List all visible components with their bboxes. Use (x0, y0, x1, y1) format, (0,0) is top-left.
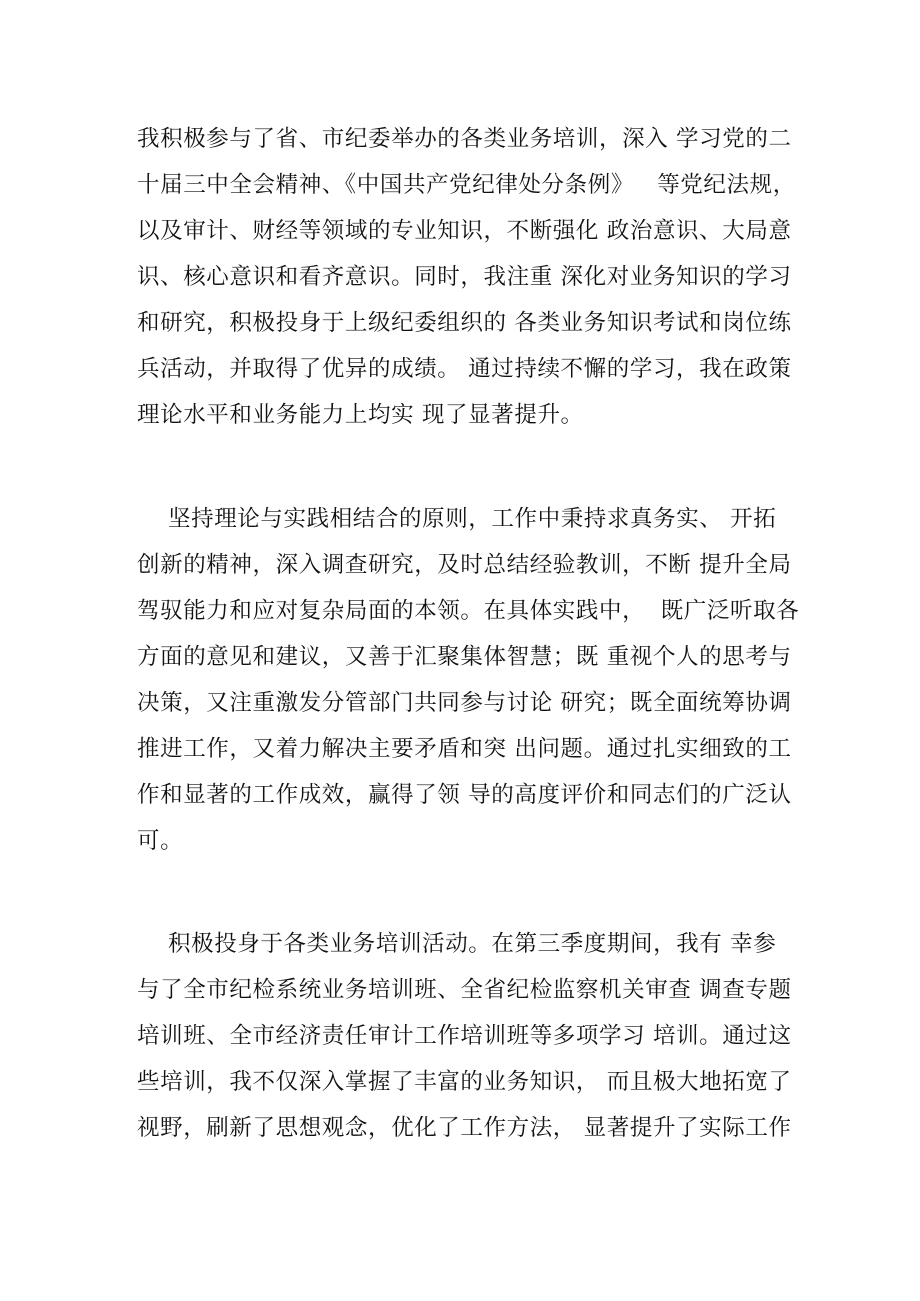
text-line: 作和显著的工作成效，赢得了领 导的高度评价和同志们的广泛认 (137, 782, 792, 808)
text-line: 驾驭能力和应对复杂局面的本领。在具体实践中， 既广泛听取各 (137, 598, 800, 624)
paragraph-training-study (137, 116, 797, 438)
text-line: 与了全市纪检系统业务培训班、全省纪检监察机关审查 调查专题 (137, 977, 792, 1003)
text-line: 方面的意见和建议，又善于汇聚集体智慧；既 重视个人的思考与 (137, 644, 792, 670)
text-line: 创新的精神，深入调查研究，及时总结经验教训，不断 提升全局 (137, 552, 792, 578)
text-line: 可。 (137, 828, 184, 854)
text-line: 决策，又注重激发分管部门共同参与讨论 研究；既全面统筹协调 (137, 690, 792, 716)
text-line: 和研究，积极投身于上级纪委组织的 各类业务知识考试和岗位练 (137, 310, 792, 336)
text-line: 推进工作，又着力解决主要矛盾和突 出问题。通过扎实细致的工 (137, 736, 792, 762)
text-line: 识、核心意识和看齐意识。同时，我注重 深化对业务知识的学习 (137, 264, 792, 290)
text-line: 以及审计、财经等领域的专业知识，不断强化 政治意识、大局意 (137, 218, 792, 244)
text-line: 十届三中全会精神、《中国共产党纪律处分条例》 等党纪法规， (137, 172, 796, 198)
text-line: 坚持理论与实践相结合的原则，工作中秉持求真务实、 开拓 (137, 506, 777, 532)
text-line: 积极投身于各类业务培训活动。在第三季度期间，我有 幸参 (137, 931, 777, 957)
text-line: 理论水平和业务能力上均实 现了显著提升。 (137, 402, 584, 428)
text-line: 培训班、全市经济责任审计工作培训班等多项学习 培训。通过这 (137, 1023, 792, 1049)
text-line: 我积极参与了省、市纪委举办的各类业务培训，深入 学习党的二 (137, 126, 792, 152)
paragraph-business-training (137, 921, 797, 1151)
text-line: 些培训，我不仅深入掌握了丰富的业务知识， 而且极大地拓宽了 (137, 1069, 792, 1095)
text-line: 兵活动，并取得了优异的成绩。 通过持续不懈的学习，我在政策 (137, 356, 792, 382)
paragraph-theory-practice (137, 496, 800, 864)
text-line: 视野，刷新了思想观念，优化了工作方法， 显著提升了实际工作 (137, 1115, 792, 1141)
